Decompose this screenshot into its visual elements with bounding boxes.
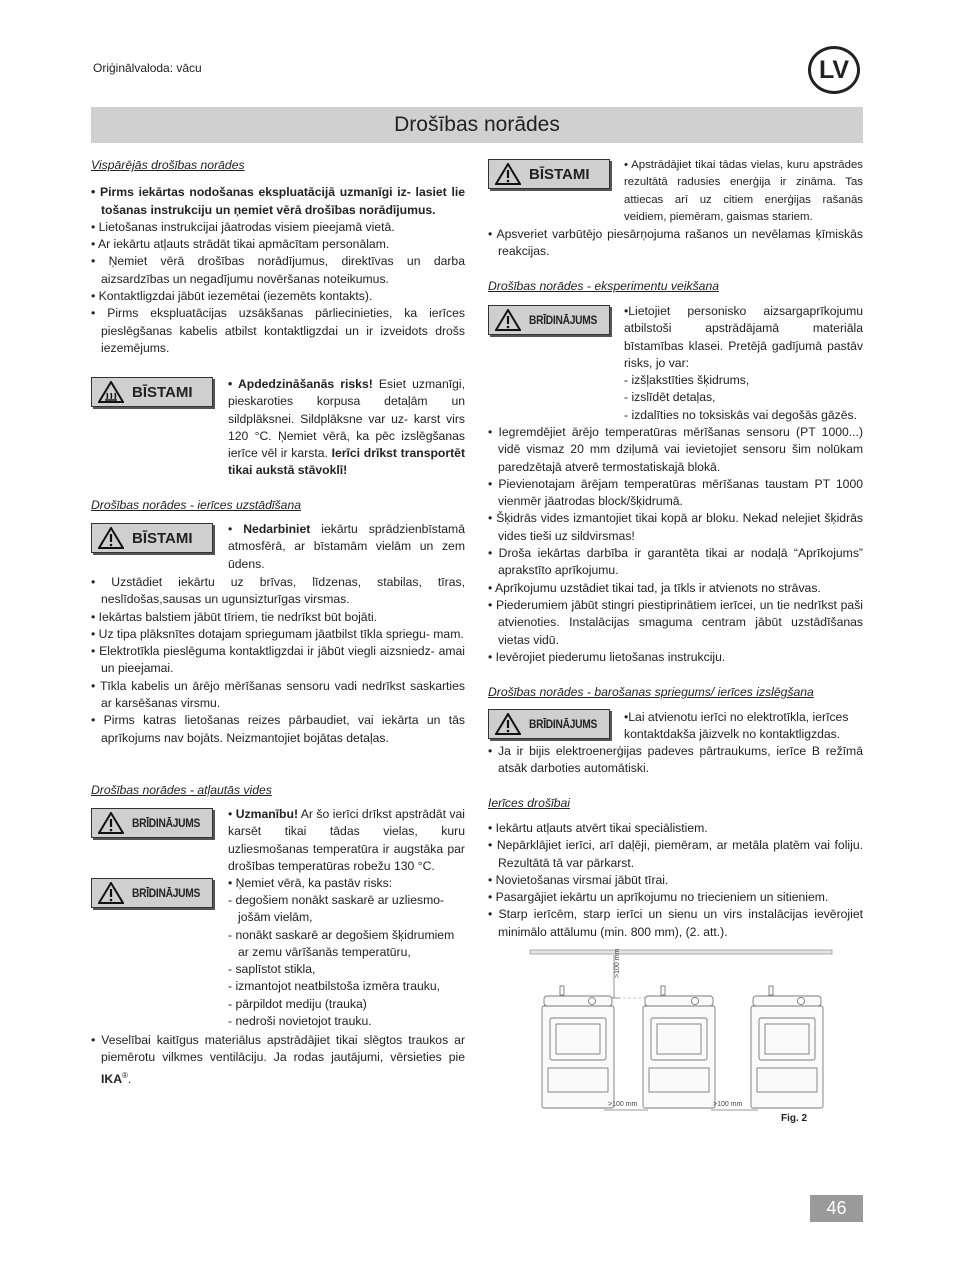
figure-2-clearance-diagram: [528, 948, 836, 1128]
env-risk-list: [228, 892, 465, 1030]
env-warning-text: • Uzmanību! Ar šo ierīci drīkst apstrādāt vai karsēt tikai tādas vielas, kuru uzliesmošanas temperatūra ir augstāka par drošības temperatūras robežu 130 °C. • Ņemiet vērā, ka pastāv risks:: [228, 806, 465, 892]
env-lead: Uzmanību!: [235, 807, 299, 821]
warning-label-text: BRĪDINĀJUMS: [132, 886, 201, 900]
burn-text: Esiet uzmanīgi, pieskaroties korpusa detaļām un sildplāksnei. Sildplāksne var uz- karst virs 120 °C. Ņemiet vērā, ka pēc izslēgšanas ierīce vēl ir karsta.: [228, 377, 465, 461]
list-item: • Tīkla kabelis un ārējo mērīšanas sensoru vadi nedrīkst saskarties ar karsēšanas virsmu.: [91, 678, 465, 711]
exp-text: •Lietojiet personisko aizsargaprīkojumu atbilstoši apstrādājamā materiāla bīstamības klasei. Pretējā gadījumā pastāv risks, jo var:: [624, 304, 863, 370]
list-item: • Novietošanas virsmai jābūt tīrai.: [488, 872, 669, 887]
danger-label-setup: [91, 523, 213, 553]
warning-label-power: [488, 709, 610, 739]
list-item: • Pasargājiet iekārtu un aprīkojumu no triecieniem un sitieniem.: [488, 890, 829, 905]
language-badge: LV: [808, 46, 860, 94]
warning-label-env-1: [91, 808, 213, 838]
list-item: • Pievienotajam ārējam temperatūras mērīšanas taustam PT 1000 vienmēr jāatrodas block/šķidrumā.: [488, 476, 863, 509]
list-item: • Iekārtu atļauts atvērt tikai speciālistiem.: [488, 821, 708, 835]
left-column-top: [91, 157, 465, 357]
list-item: • Nepārklājiet ierīci, arī daļēji, piemēram, ar metāla platēm vai foliju. Rezultātā tā var pārkarst.: [488, 838, 863, 870]
danger-label-text: BĪSTAMI: [132, 383, 193, 401]
experiments-list: [488, 424, 863, 666]
list-item: • Piederumiem jābūt stingri piestiprinātiem ierīcei, un tie nedrīkst paši atvienoties. Instalācijas smaguma centram jābūt uzstādīšanas vietas vidū.: [488, 597, 863, 647]
list-item: • Pirms ekspluatācijas uzsākšanas pārliecinieties, ka ierīces pieslēgšanas kabelis atbilst kontaktligzdai un ir izveidots drošs iezemējums.: [91, 306, 465, 355]
setup-list: [91, 574, 465, 747]
list-item: • Aprīkojumu uzstādiet tikai tad, ja tīkls ir atvienots no strāvas.: [488, 580, 821, 595]
list-item: • Kontaktligzdai jābūt iezemētai (iezemēts kontakts).: [91, 289, 373, 304]
list-item: • Apsveriet varbūtējo piesārņojuma rašanos un nevēlamas ķīmiskās reakcijas.: [488, 227, 863, 259]
list-item: - izdalīties no toksiskās vai degošās gāzēs.: [624, 407, 858, 422]
setup-danger-text: • Nedarbiniet iekārtu sprādzienbīstamā atmosfērā, ar bīstamām vielām un zem ūdens.: [228, 522, 465, 571]
dimension-left: >100 mm: [608, 1101, 638, 1108]
setup-lead: Nedarbiniet: [243, 522, 311, 536]
list-item: • Iekārtas balstiem jābūt tīriem, tie nedrīkst būt bojāti.: [91, 609, 378, 624]
power-text: •Lai atvienotu ierīci no elektrotīkla, ierīces kontaktdakša jāizvelk no kontaktligzdas.: [624, 710, 849, 742]
burn-warning-text: [228, 376, 465, 480]
hot-surface-icon: [98, 381, 124, 403]
warning-label-experiments: [488, 305, 610, 335]
general-bold-note: • Pirms iekārtas nodošanas ekspluatācijā uzmanīgi iz- lasiet lie tošanas instrukciju un ņemiet vērā drošības norādījumus.: [91, 185, 465, 217]
warning-triangle-icon: [98, 882, 124, 904]
brand-name: IKA: [101, 1071, 122, 1086]
list-item: • Šķidrās vides izmantojiet tikai kopā ar bloku. Nekad nelejiet šķidrās vides tieši uz sildvirsmas!: [488, 511, 863, 543]
list-item: • Ievērojiet piederumu lietošanas instrukciju.: [488, 649, 726, 664]
experiments-warning-text: [624, 303, 863, 424]
env-final-end: .: [127, 1071, 132, 1086]
figure-caption: Fig. 2: [781, 1113, 808, 1124]
dimension-right: >100 mm: [713, 1101, 743, 1108]
list-item: - degošiem nonākt saskarē ar uzliesmo- jošām vielām,: [228, 893, 445, 925]
registered-mark: ®: [122, 1070, 128, 1080]
list-item: • Iegremdējiet ārējo temperatūras mērīšanas sensoru (PT 1000...) vidē vismaz 20 mm dziļumā vai ievietojiet sensoru šim nolūkam paredzētajā atverē termostatiskajā blokā.: [488, 425, 863, 474]
dimension-top: >100 mm: [614, 948, 621, 978]
list-item: • Starp ierīcēm, starp ierīci un sienu un virs instalācijas ievērojiet minimālo attālumu (min. 800 mm), (2. att.).: [488, 907, 863, 939]
list-item: - izmantojot neatbilstoša izmēra trauku,: [228, 979, 441, 994]
power-warning-text: [624, 709, 863, 744]
danger-label-text: BĪSTAMI: [529, 165, 590, 183]
burn-lead: • Apdedzināšanās risks!: [228, 377, 373, 391]
setup-text: iekārtu sprādzienbīstamā atmosfērā, ar bīstamām vielām un zem ūdens.: [228, 522, 465, 571]
warning-triangle-icon: [495, 163, 521, 185]
page-title: Drošības norādes: [91, 107, 863, 143]
list-item: - saplīstot stikla,: [228, 962, 316, 977]
energy-text: • Apstrādājiet tikai tādas vielas, kuru apstrādes rezultātā radusies enerģija ir zināma. Tas attiecas arī uz citiem enerģijas rašanās veidiem, piemēram, gaismas stariem.: [624, 159, 863, 223]
contamination-note: [488, 226, 863, 261]
env-final-note: [91, 1032, 465, 1088]
general-list: [91, 219, 465, 357]
list-item: • Ja ir bijis elektroenerģijas padeves pārtraukums, ierīce B režīmā atsāk darboties automātiski.: [488, 744, 863, 776]
warning-label-env-2: [91, 878, 213, 908]
list-item: • Ņemiet vērā drošības norādījumus, direktīvas un darba aizsardzības un negadījumu novēršanas noteikumus.: [91, 254, 465, 286]
list-item: - pārpildot mediju (trauka): [228, 996, 367, 1011]
list-item: • Elektrotīkla pieslēguma kontaktligzdai ir jābūt viegli aizsniedz- amai un pieejamai.: [91, 644, 465, 676]
env-text: Ar šo ierīci drīkst apstrādāt vai karsēt tikai tādas vielas, kuru uzliesmošanas temperatūra ir augstāka par drošības temperatūras robežu 130 °C.: [228, 807, 465, 873]
list-item: - nedroši novietojot trauku.: [228, 1014, 372, 1029]
power-note: [488, 743, 863, 778]
list-item: • Lietošanas instrukcijai jāatrodas visiem pieejamā vietā.: [91, 219, 395, 234]
section-heading-device: Ierīces drošībai: [488, 796, 570, 810]
device-list: [488, 820, 863, 941]
warning-label-text: BRĪDINĀJUMS: [529, 313, 598, 327]
list-item: - nonākt saskarē ar degošiem šķidrumiem ar zemu vārīšanās temperatūru,: [228, 927, 455, 959]
warning-label-text: BRĪDINĀJUMS: [529, 717, 598, 731]
list-item: • Droša iekārtas darbība ir garantēta tikai ar nodaļā “Aprīkojums” aprakstīto aprīkojumu.: [488, 546, 863, 578]
list-item: • Pirms katras lietošanas reizes pārbaudiet, vai iekārta un tās aprīkojums nav bojāts. Neizmantojiet bojātas detaļas.: [91, 713, 465, 745]
warning-triangle-icon: [495, 309, 521, 331]
original-language-note: Oriģinālvaloda: vācu: [93, 61, 202, 75]
section-heading-power: Drošības norādes - barošanas spriegums/ ierīces izslēgšana: [488, 685, 814, 699]
page-number: 46: [810, 1195, 863, 1222]
warning-triangle-icon: [98, 812, 124, 834]
warning-label-text: BRĪDINĀJUMS: [132, 816, 201, 830]
danger-label-burn: [91, 377, 213, 407]
warning-triangle-icon: [98, 527, 124, 549]
energy-danger-text: [624, 157, 863, 226]
section-heading-experiments: Drošības norādes - eksperimentu veikšana: [488, 279, 719, 293]
danger-label-energy: [488, 159, 610, 189]
list-item: • Uz tipa plāksnītes dotajam spriegumam jāatbilst tīkla spriegu- mam.: [91, 626, 464, 641]
list-item: • Uzstādiet iekārtu uz brīvas, līdzenas, stabilas, tīras, neslīdošas,sausas un ugunsizturīgas virsmas.: [91, 575, 465, 607]
env-final-text: • Veselībai kaitīgus materiālus apstrādājiet tikai slēgtos traukos ar piemērotu vilkmes ventilāciju. Ja rodas jautājumi, vērsieties pie: [91, 1033, 465, 1065]
section-heading-setup: Drošības norādes - ierīces uzstādīšana: [91, 498, 301, 512]
env-note: • Ņemiet vērā, ka pastāv risks:: [228, 876, 393, 891]
list-item: - izslīdēt detaļas,: [624, 390, 716, 405]
section-heading-general: Vispārējās drošības norādes: [91, 158, 245, 172]
danger-label-text: BĪSTAMI: [132, 529, 193, 547]
list-item: - izšļakstīties šķidrums,: [624, 373, 750, 388]
list-item: • Ar iekārtu atļauts strādāt tikai apmācītam personālam.: [91, 237, 390, 252]
device-spacing-illustration: [528, 948, 836, 1128]
burn-bold: Ierīci drīkst transportēt tikai aukstā stāvoklī!: [228, 446, 465, 478]
section-heading-environment: Drošības norādes - atļautās vides: [91, 783, 272, 797]
warning-triangle-icon: [495, 713, 521, 735]
